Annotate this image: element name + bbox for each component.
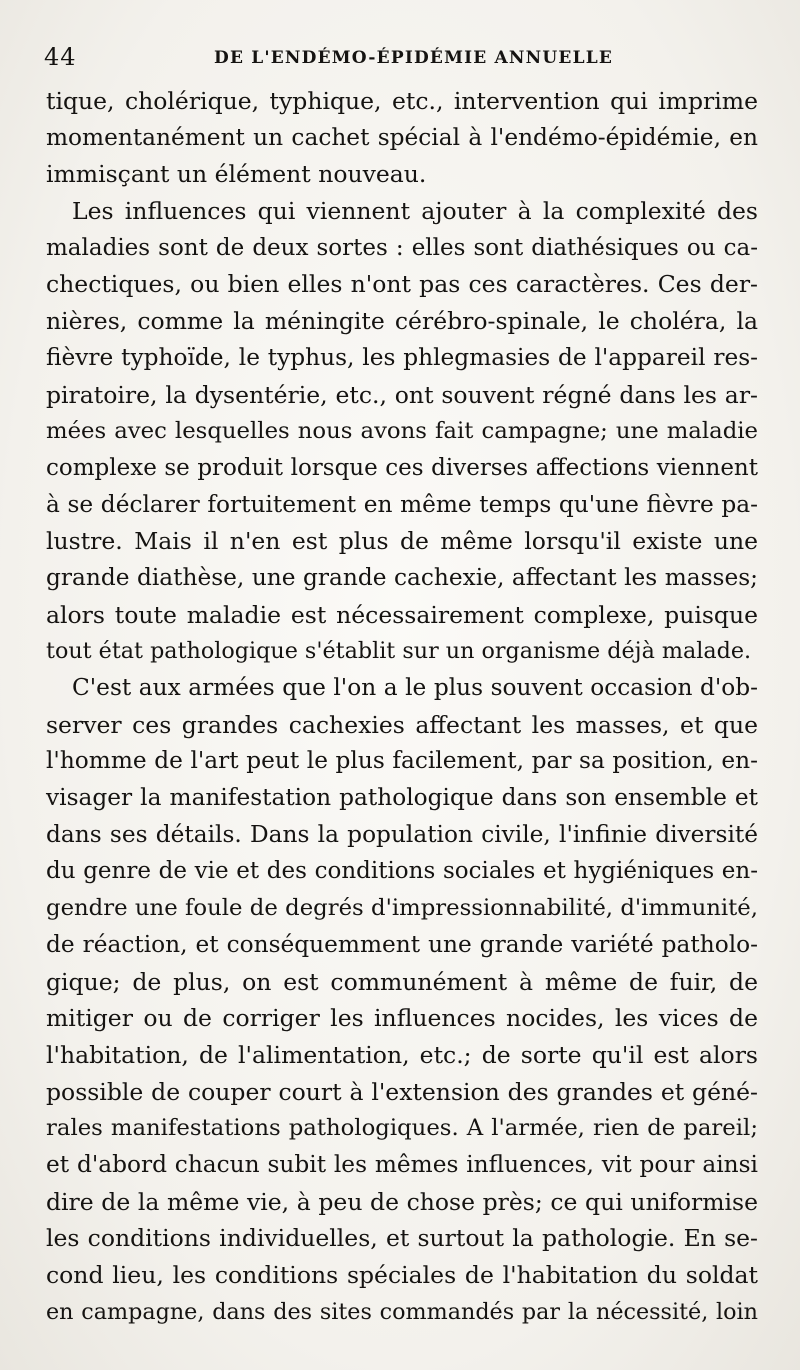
text-line: et d'abord chacun subit les mêmes influences, vit pour ainsi [46, 1150, 758, 1178]
text-line: gique; de plus, on est communément à même de fuir, de [46, 967, 758, 996]
running-head [44, 42, 756, 72]
text-line: Les influences qui viennent ajouter à la complexité des [72, 197, 758, 226]
paragraph [46, 83, 758, 193]
page-number: 44 [44, 43, 77, 71]
text-line: server ces grandes cachexies affectant les masses, et que [46, 710, 758, 739]
text-line: grande diathèse, une grande cachexie, affectant les masses; [46, 563, 758, 591]
text-line: dire de la même vie, à peu de chose près; ce qui uniformise [46, 1187, 758, 1216]
text-line: les conditions individuelles, et surtout la pathologie. En se- [46, 1224, 758, 1253]
paragraph [46, 193, 758, 670]
text-line: lustre. Mais il n'en est plus de même lorsqu'il existe une [46, 527, 758, 556]
text-line: momentanément un cachet spécial à l'endémo-épidémie, en [46, 123, 758, 151]
text-line: immisçant un élément nouveau. [46, 160, 427, 189]
text-line: cond lieu, les conditions spéciales de l'habitation du soldat [46, 1261, 758, 1289]
text-line: de réaction, et conséquemment une grande variété patholo- [46, 930, 758, 958]
text-line: à se déclarer fortuitement en même temps qu'une fièvre pa- [46, 490, 758, 518]
text-line: alors toute maladie est nécessairement complexe, puisque [46, 600, 758, 629]
text-line: visager la manifestation pathologique dans son ensemble et [46, 784, 758, 812]
paragraph [46, 670, 758, 1330]
text-line: l'habitation, de l'alimentation, etc.; de sorte qu'il est alors [46, 1040, 758, 1069]
text-line: tique, cholérique, typhique, etc., intervention qui imprime [46, 87, 758, 115]
body-text [46, 83, 758, 1330]
text-line: mitiger ou de corriger les influences nocides, les vices de [46, 1004, 758, 1033]
text-line: piratoire, la dysentérie, etc., ont souvent régné dans les ar- [46, 380, 758, 409]
text-line: possible de couper court à l'extension des grandes et géné- [46, 1077, 758, 1106]
text-line: C'est aux armées que l'on a le plus souvent occasion d'ob- [72, 674, 758, 701]
text-line: fièvre typhoïde, le typhus, les phlegmasies de l'appareil res- [46, 343, 758, 371]
text-line: gendre une foule de degrés d'impressionnabilité, d'immunité, [46, 895, 758, 922]
text-line: rales manifestations pathologiques. A l'armée, rien de pareil; [46, 1115, 758, 1142]
text-line: l'homme de l'art peut le plus facilement, par sa position, en- [46, 747, 758, 775]
text-line: en campagne, dans des sites commandés par la nécessité, loin [46, 1298, 758, 1325]
running-title: DE L'ENDÉMO-ÉPIDÉMIE ANNUELLE [214, 48, 614, 68]
text-line: nières, comme la méningite cérébro-spinale, le choléra, la [46, 307, 758, 336]
text-line: dans ses détails. Dans la population civile, l'infinie diversité [46, 820, 758, 848]
text-line: complexe se produit lorsque ces diverses affections viennent [46, 454, 758, 481]
text-line: maladies sont de deux sortes : elles sont diathésiques ou ca- [46, 234, 758, 261]
text-line: mées avec lesquelles nous avons fait campagne; une maladie [46, 418, 758, 445]
text-line: chectiques, ou bien elles n'ont pas ces caractères. Ces der- [46, 270, 758, 299]
text-line: tout état pathologique s'établit sur un organisme déjà malade. [46, 638, 752, 665]
text-line: du genre de vie et des conditions sociales et hygiéniques en- [46, 858, 758, 885]
